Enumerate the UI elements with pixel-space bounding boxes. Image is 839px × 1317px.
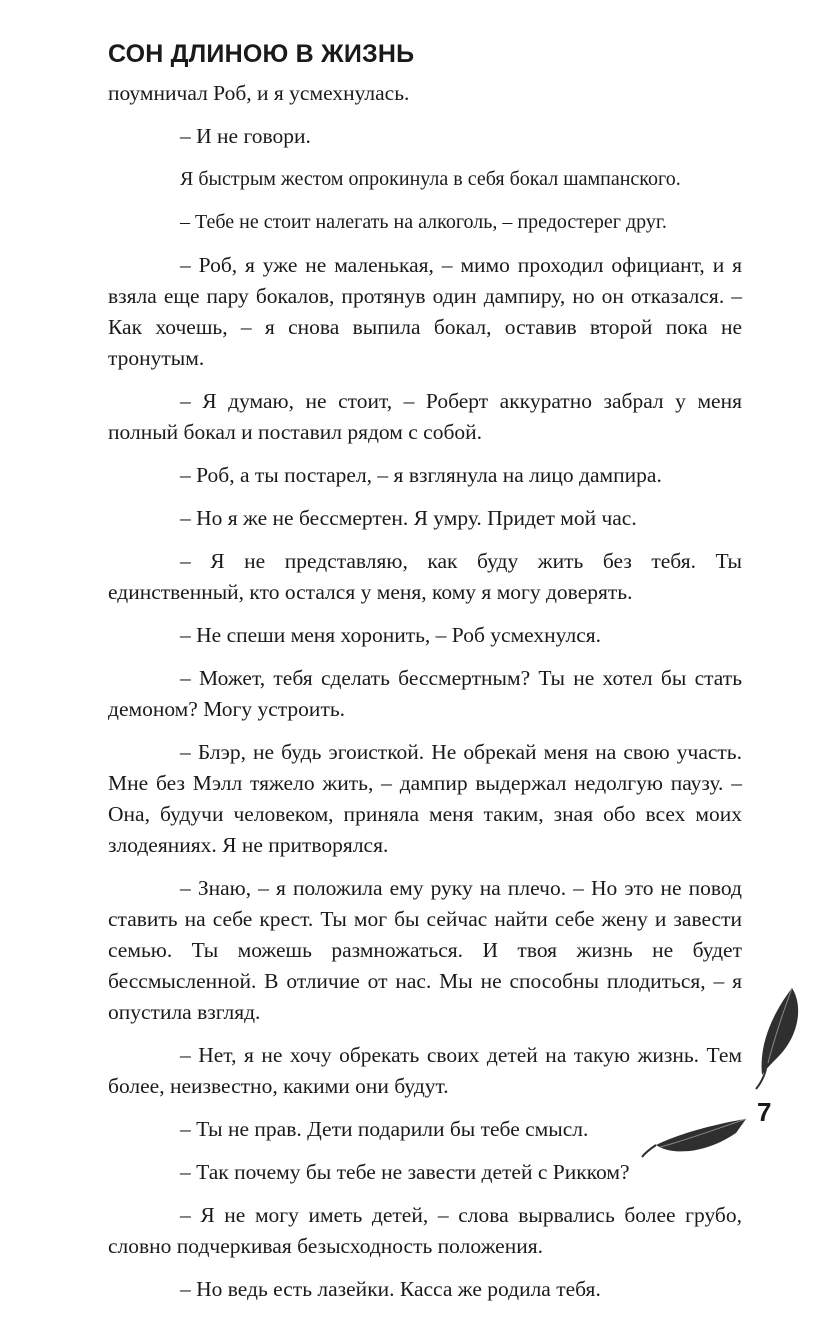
paragraph: – Так почему бы тебе не завести детей с Рикком?	[180, 1160, 630, 1184]
paragraph: – Нет, я не хочу обрекать своих детей на такую жизнь. Тем более, неизвестно, какими они будут.	[108, 1043, 742, 1098]
feather-icon	[640, 1115, 752, 1165]
page-number: 7	[757, 1097, 772, 1127]
paragraph: Я быстрым жестом опрокинула в себя бокал шампанского.	[180, 168, 681, 190]
paragraph: – Я не могу иметь детей, – слова вырвались более грубо, словно подчеркивая безысходность положения.	[108, 1203, 742, 1258]
paragraph: – Может, тебя сделать бессмертным? Ты не хотел бы стать демоном? Могу устроить.	[108, 666, 742, 721]
paragraph: – Но я же не бессмертен. Я умру. Придет мой час.	[180, 506, 637, 530]
paragraph: – Роб, я уже не маленькая, – мимо проходил официант, и я взяла еще пару бокалов, протянув один дампиру, но он отказался. – Как хочешь, – я снова выпила бокал, оставив второй пока не тронутым.	[108, 253, 742, 370]
page-title: СОН ДЛИНОЮ В ЖИЗНЬ	[108, 40, 415, 68]
paragraph: – Знаю, – я положила ему руку на плечо. – Но это не повод ставить на себе крест. Ты мог бы сейчас найти себе жену и завести семью. Ты можешь размножаться. И твоя жизнь не будет бессмысленной. В отличие от нас. Мы не способны плодиться, – я опустила взгляд.	[108, 876, 742, 1024]
paragraph: – Я не представляю, как буду жить без тебя. Ты единственный, кто остался у меня, кому я могу доверять.	[108, 549, 742, 604]
paragraph: – Не спеши меня хоронить, – Роб усмехнулся.	[180, 623, 602, 647]
paragraph: поумничал Роб, и я усмехнулась.	[108, 81, 410, 105]
paragraph: – Тебе не стоит налегать на алкоголь, – предостерег друг.	[180, 211, 667, 233]
feather-icon	[742, 985, 808, 1090]
paragraph: – Роб, а ты постарел, – я взглянула на лицо дампира.	[180, 463, 662, 487]
paragraph: – Но ведь есть лазейки. Касса же родила тебя.	[180, 1277, 601, 1301]
paragraph: – Я думаю, не стоит, – Роберт аккуратно забрал у меня полный бокал и поставил рядом с собой.	[108, 389, 742, 444]
paragraph: – Блэр, не будь эгоисткой. Не обрекай меня на свою участь. Мне без Мэлл тяжело жить, – дампир выдержал недолгую паузу. – Она, будучи человеком, приняла меня таким, зная обо всех моих злодеяниях. Я не притворялся.	[108, 740, 742, 857]
paragraph: – Ты не прав. Дети подарили бы тебе смысл.	[180, 1117, 589, 1141]
paragraph: – И не говори.	[180, 124, 311, 148]
